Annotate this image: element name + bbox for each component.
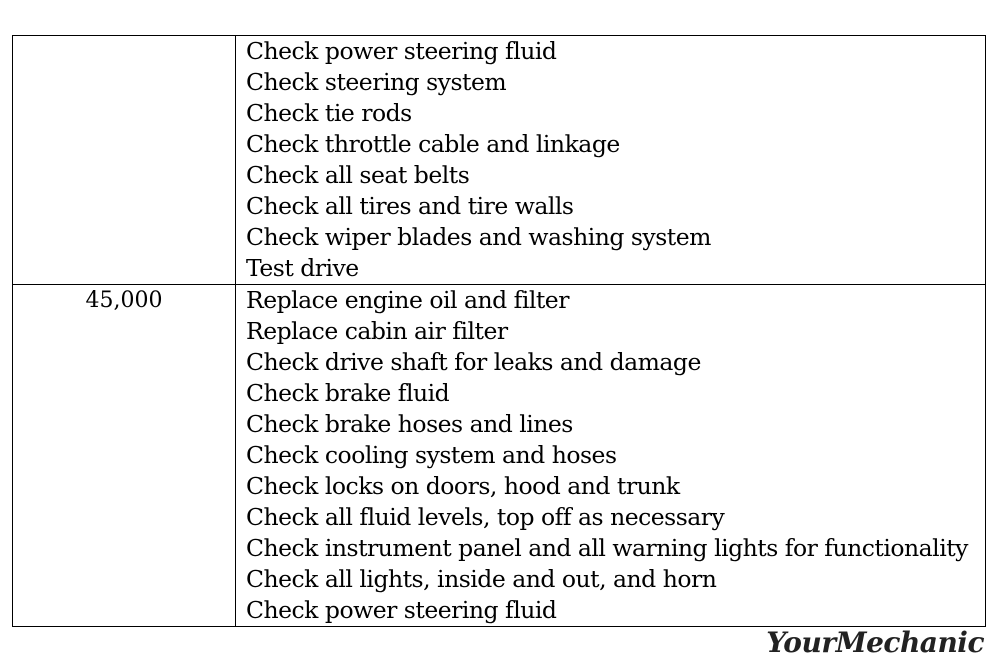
table-row <box>13 36 986 285</box>
list-item: Replace cabin air filter <box>246 317 508 345</box>
list-item: Check instrument panel and all warning lights for functionality <box>246 534 968 562</box>
list-item: Check all seat belts <box>246 161 470 189</box>
table-row <box>13 285 986 627</box>
task-list <box>246 36 985 284</box>
list-item: Check power steering fluid <box>246 37 557 65</box>
list-item: Check throttle cable and linkage <box>246 130 620 158</box>
list-item: Check tie rods <box>246 99 412 127</box>
list-item: Check all tires and tire walls <box>246 192 574 220</box>
list-item: Check cooling system and hoses <box>246 441 617 469</box>
tasks-cell <box>236 285 986 627</box>
mileage-cell <box>13 36 236 285</box>
list-item: Check brake hoses and lines <box>246 410 573 438</box>
list-item: Check power steering fluid <box>246 596 557 624</box>
list-item: Check drive shaft for leaks and damage <box>246 348 701 376</box>
list-item: Check brake fluid <box>246 379 450 407</box>
tasks-cell <box>236 36 986 285</box>
maintenance-schedule-table <box>12 35 986 627</box>
task-list <box>246 285 985 626</box>
list-item: Check steering system <box>246 68 507 96</box>
list-item: Check locks on doors, hood and trunk <box>246 472 680 500</box>
list-item: Check wiper blades and washing system <box>246 223 711 251</box>
list-item: Test drive <box>246 254 359 282</box>
mileage-cell: 45,000 <box>13 285 236 627</box>
list-item: Check all fluid levels, top off as necessary <box>246 503 725 531</box>
list-item: Check all lights, inside and out, and horn <box>246 565 717 593</box>
yourmechanic-logo: YourMechanic <box>766 626 984 659</box>
list-item: Replace engine oil and filter <box>246 286 569 314</box>
